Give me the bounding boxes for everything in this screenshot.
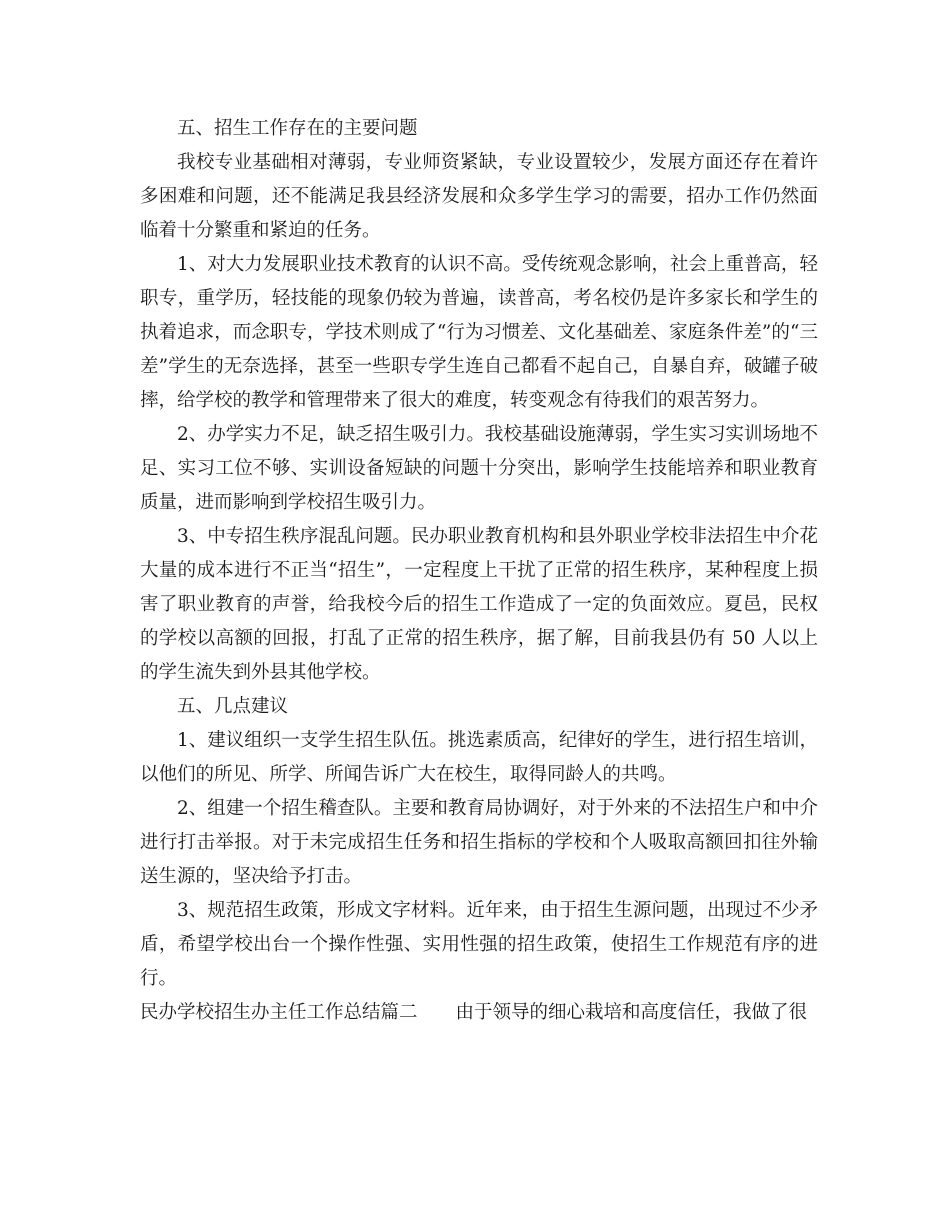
suggestion-item-1: 1、建议组织一支学生招生队伍。挑选素质高，纪律好的学生，进行招生培训，以他们的所见、所学、所闻告诉广大在校生，取得同龄人的共鸣。 [140, 730, 818, 785]
problem-item-1: 1、对大力发展职业技术教育的认识不高。受传统观念影响，社会上重普高，轻职专，重学历，轻技能的现象仍较为普遍，读普高，考名校仍是许多家长和学生的执着追求，而念职专，学技术则成了“行为习惯差、文化基础差、家庭条件差”的“三差”学生的无奈选择，甚至一些职专学生连自己都看不起自己，自暴自弃，破罐子破摔，给学校的教学和管理带来了很大的难度，转变观念有待我们的艰苦努力。 [140, 254, 818, 411]
problem-item-2: 2、办学实力不足，缺乏招生吸引力。我校基础设施薄弱，学生实习实训场地不足、实习工位不够、实训设备短缺的问题十分突出，影响学生技能培养和职业教育质量，进而影响到学校招生吸引力。 [140, 424, 818, 513]
section-heading-problems: 五、招生工作存在的主要问题 [177, 118, 418, 139]
next-article-lead: 由于领导的细心栽培和高度信任，我做了很 [455, 1002, 808, 1023]
suggestion-item-3: 3、规范招生政策，形成文字材料。近年来，由于招生生源问题，出现过不少矛盾，希望学校出台一个操作性强、实用性强的招生政策，使招生工作规范有序的进行。 [140, 900, 818, 989]
next-article-line [140, 996, 818, 1030]
suggestion-item-2: 2、组建一个招生稽查队。主要和教育局协调好，对于外来的不法招生户和中介进行打击举报。对于未完成招生任务和招生指标的学校和个人吸取高额回扣往外输送生源的，坚决给予打击。 [140, 798, 818, 887]
problem-item-3: 3、中专招生秩序混乱问题。民办职业教育机构和县外职业学校非法招生中介花大量的成本进行不正当“招生”，一定程度上干扰了正常的招生秩序，某种程度上损害了职业教育的声誉，给我校今后的招生工作造成了一定的负面效应。夏邑，民权的学校以高额的回报，打乱了正常的招生秩序，据了解，目前我县仍有 50 人以上的学生流失到外县其他学校。 [140, 526, 818, 683]
document-page [140, 112, 818, 1030]
next-article-title: 民办学校招生办主任工作总结篇二 [140, 1002, 418, 1023]
intro-paragraph: 我校专业基础相对薄弱，专业师资紧缺，专业设置较少，发展方面还存在着许多困难和问题，还不能满足我县经济发展和众多学生学习的需要，招办工作仍然面临着十分繁重和紧迫的任务。 [140, 152, 818, 241]
section-heading-suggestions: 五、几点建议 [177, 696, 289, 717]
